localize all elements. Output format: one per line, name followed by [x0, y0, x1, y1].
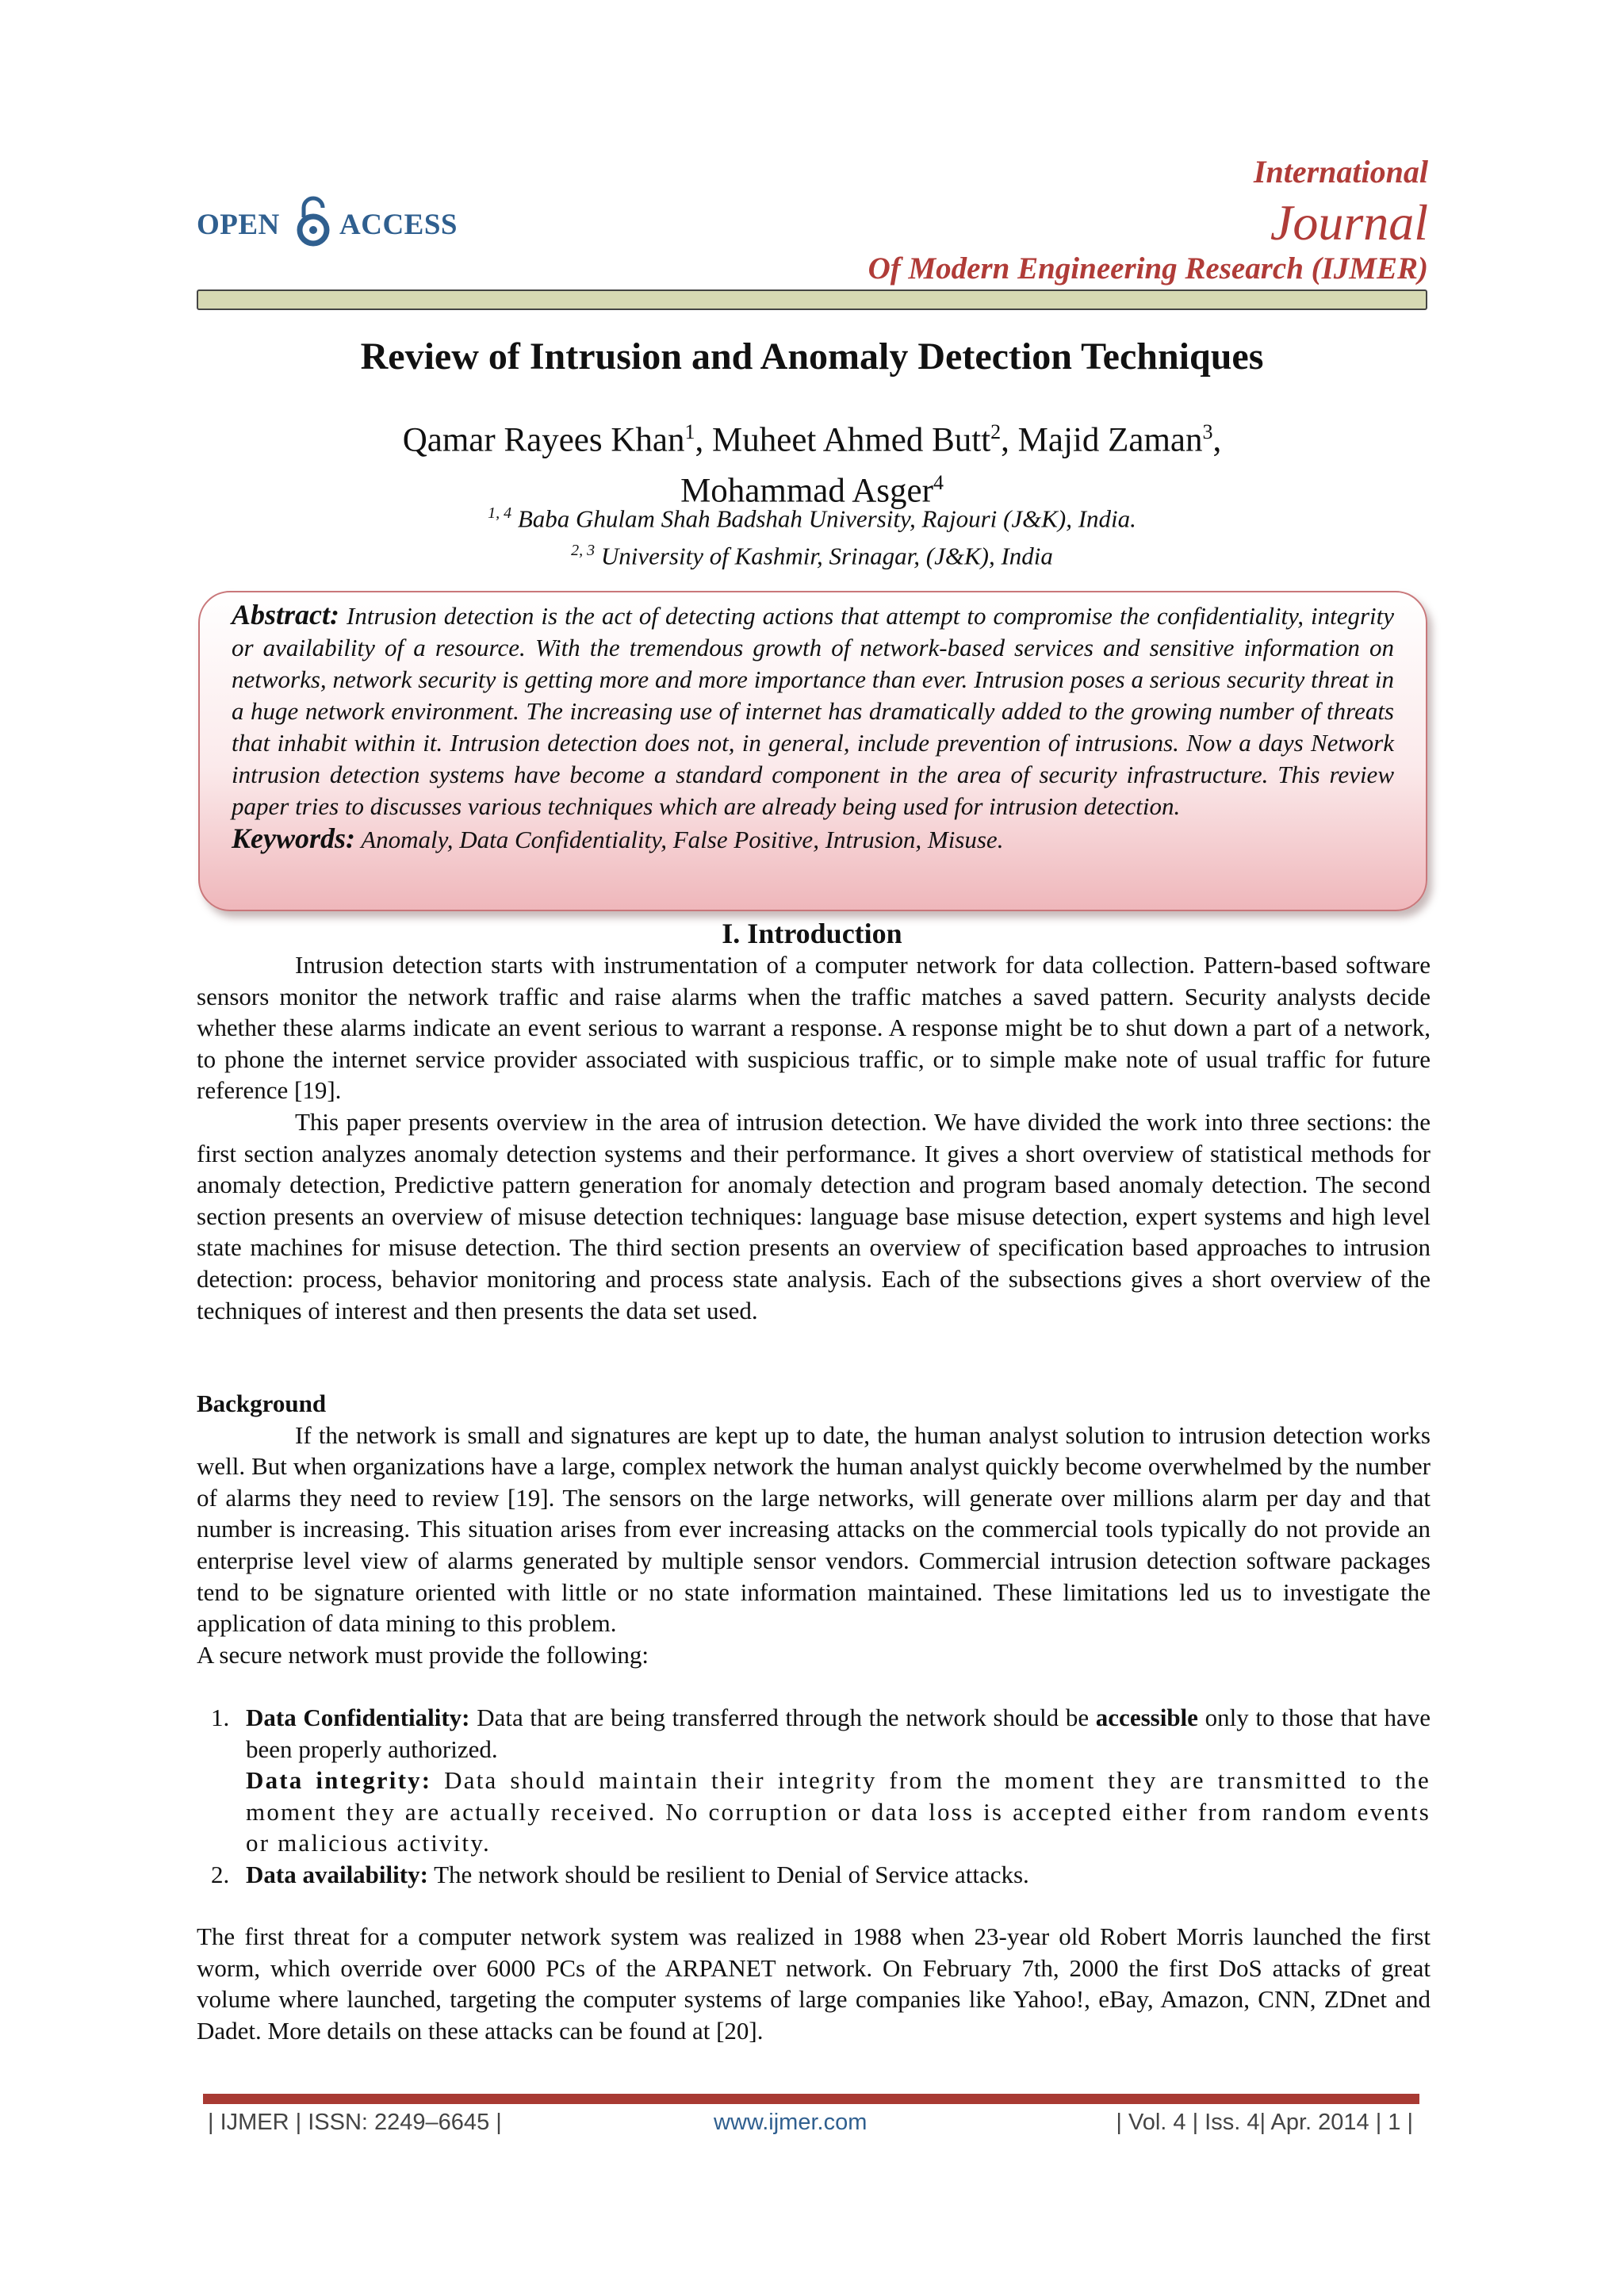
open-access-label-right: ACCESS — [339, 209, 458, 241]
list-item-label: Data availability: — [246, 1860, 428, 1888]
footer-website-link[interactable]: www.ijmer.com — [714, 2110, 868, 2135]
intro-paragraph-1: Intrusion detection starts with instrumentation of a computer network for data collection. Pattern-based software sensors monitor the network traffic and raise alarms when the traffic matches a saved pattern. Security analysts decide whether these alarms indicate an event serious to warrant a response. A response might be to shut down a part of a network, to phone the internet service provider associated with suspicious traffic, or to simple make note of usual traffic for future reference [19]. — [197, 951, 1431, 1105]
footer-divider-bar — [203, 2094, 1419, 2104]
introduction-body — [197, 949, 1431, 1326]
keywords-label: Keywords: — [232, 822, 355, 854]
author-name: Qamar Rayees Khan — [402, 421, 685, 459]
author-affiliation-mark: 2 — [990, 420, 1002, 443]
list-item-emphasis: accessible — [1095, 1704, 1198, 1731]
author-affiliation-mark: 1 — [684, 420, 695, 443]
list-item — [197, 1702, 1431, 1765]
abstract-text: Intrusion detection is the act of detecting actions that attempt to compromise the confidentiality, integrity or availability of a resource. With the tremendous growth of network-based services and sensitive information on networks, network security is getting more and more importance than ever. Intrusion poses a serious security threat in a huge network environment. The increasing use of internet has dramatically added to the growing number of threats that inhabit within it. Intrusion detection does not, in general, include prevention of intrusions. Now a days Network intrusion detection systems have become a standard component in the area of security infrastructure. This review paper tries to discusses various techniques which are already being used for intrusion detection. — [232, 602, 1395, 820]
author-separator: , — [1001, 421, 1018, 459]
background-paragraph-2: A secure network must provide the following: — [197, 1640, 649, 1669]
list-item — [197, 1859, 1431, 1891]
section-heading-introduction: I. Introduction — [722, 918, 902, 949]
abstract-label: Abstract: — [232, 599, 340, 631]
affiliation-list — [0, 497, 1624, 573]
author-name: Majid Zaman — [1017, 421, 1203, 459]
intro-paragraph-2: This paper presents overview in the area of intrusion detection. We have divided the work into three sections: the first section analyzes anomaly detection systems and their performance. It gives a short overview of statistical methods for anomaly detection, Predictive pattern generation for anomaly detection and program based anomaly detection. The second section presents an overview of misuse detection techniques: language base misuse detection, expert systems and high level state machines for misuse detection. The third section presents an overview of specification based approaches to intrusion detection: process, behavior monitoring and process state analysis. Each of the subsections gives a short overview of the techniques of interest and then presents the data set used. — [197, 1107, 1431, 1324]
author-separator: , — [1212, 421, 1222, 459]
affiliation-mark: 2, 3 — [571, 542, 596, 560]
journal-name-line1: International — [1253, 154, 1428, 190]
affiliation-line — [0, 535, 1624, 572]
affiliation-text: University of Kashmir, Srinagar, (J&K), India — [595, 542, 1053, 570]
list-item-label: Data Confidentiality: — [246, 1704, 470, 1731]
author-affiliation-mark: 3 — [1202, 420, 1213, 443]
list-item-text: only to those that have been properly authorized. — [246, 1704, 1431, 1763]
list-item-label: Data integrity: — [246, 1766, 432, 1795]
background-paragraph-3: The first threat for a computer network system was realized in 1988 when 23-year old Robert Morris launched the first worm, which override over 6000 PCs of the ARPANET network. On February 7th, 2000 the first DoS attacks of great volume where launched, targeting the computer systems of large companies like Yahoo!, eBay, Amazon, CNN, ZDnet and Dadet. More details on these attacks can be found at [20]. — [197, 1922, 1431, 2045]
author-affiliation-mark: 4 — [933, 471, 944, 495]
background-paragraph-1: If the network is small and signatures are kept up to date, the human analyst solution to intrusion detection works well. But when organizations have a large, complex network the human analyst quickly become overwhelmed by the number of alarms they need to review [19]. The sensors on the large networks, will generate over millions alarm per day and that number is increasing. This situation arises from ever increasing attacks on the commercial tools typically do not provide an enterprise level view of alarms generated by multiple sensor vendors. Commercial intrusion detection software packages tend to be signature oriented with little or no state information maintained. These limitations led us to investigate the application of data mining to this problem. — [197, 1420, 1431, 1638]
footer-volume-info: | Vol. 4 | Iss. 4| Apr. 2014 | 1 | — [1116, 2110, 1413, 2135]
affiliation-text: Baba Ghulam Shah Badshah University, Rajouri (J&K), India. — [511, 504, 1136, 533]
list-item-text: Data that are being transferred through the network should be — [469, 1704, 1096, 1731]
background-section — [197, 1388, 1431, 1670]
author-name: Mohammad Asger — [680, 472, 933, 510]
abstract-box — [198, 591, 1427, 911]
footer-issn: | IJMER | ISSN: 2249–6645 | — [208, 2110, 502, 2135]
open-access-label-left: OPEN — [197, 209, 280, 241]
list-item-number: 2. — [211, 1860, 230, 1888]
journal-name-line3: Of Modern Engineering Research (IJMER) — [868, 251, 1428, 286]
list-item-number: 1. — [211, 1704, 230, 1731]
author-name: Muheet Ahmed Butt — [712, 421, 991, 459]
journal-name-line2: Journal — [1270, 194, 1428, 251]
open-access-lock-icon — [294, 194, 332, 251]
background-paragraph-3-block — [197, 1921, 1431, 2046]
affiliation-line — [0, 497, 1624, 535]
list-item-text: The network should be resilient to Denial of Service attacks. — [427, 1860, 1029, 1888]
affiliation-mark: 1, 4 — [488, 504, 512, 522]
author-separator: , — [695, 421, 713, 459]
keywords-text: Anomaly, Data Confidentiality, False Positive, Intrusion, Misuse. — [361, 826, 1004, 853]
background-heading: Background — [197, 1389, 327, 1417]
header-divider-bar — [197, 289, 1427, 310]
list-item-text: Data should maintain their integrity from the moment they are transmitted to the moment they are actually received. No corruption or data loss is accepted either from random events or malicious activity. — [246, 1766, 1431, 1857]
list-item — [197, 1765, 1431, 1859]
paper-title: Review of Intrusion and Anomaly Detection Techniques — [360, 335, 1264, 378]
requirements-list — [197, 1702, 1431, 1891]
